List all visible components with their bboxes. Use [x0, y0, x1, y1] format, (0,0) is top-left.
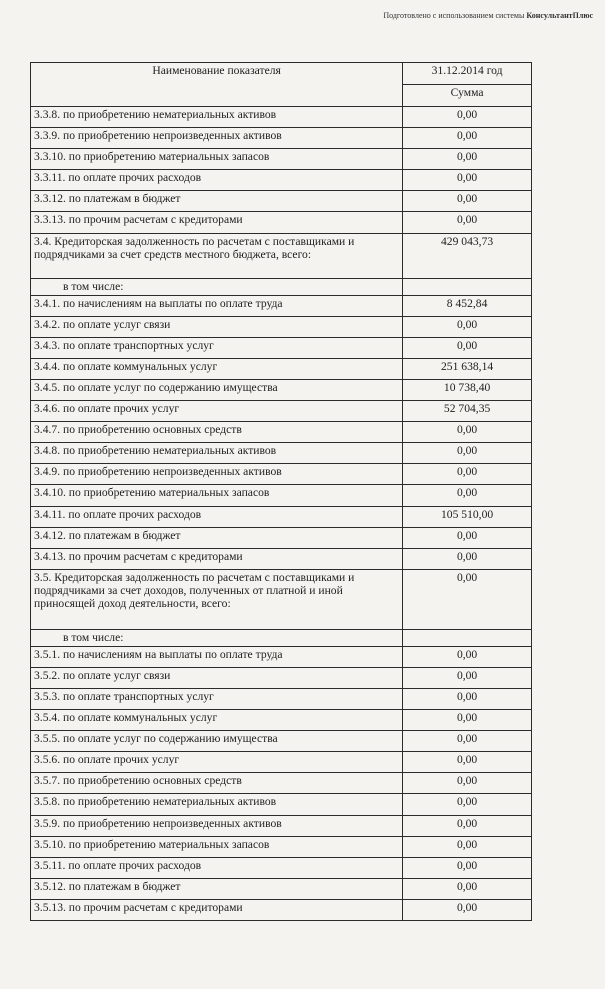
table-row — [31, 464, 532, 485]
column-header-date: 31.12.2014 год — [403, 63, 532, 85]
indicator-name: 3.4.13. по прочим расчетам с кредиторами — [31, 548, 403, 569]
table-row — [31, 688, 532, 709]
table-row — [31, 212, 532, 233]
indicator-value: 0,00 — [403, 170, 532, 191]
table-row — [31, 485, 532, 506]
column-header-name: Наименование показателя — [31, 63, 403, 107]
report-table — [30, 62, 532, 921]
table-row — [31, 295, 532, 316]
table-row — [31, 878, 532, 899]
indicator-name: 3.5.7. по приобретению основных средств — [31, 773, 403, 794]
indicator-name: 3.3.11. по оплате прочих расходов — [31, 170, 403, 191]
indicator-value: 0,00 — [403, 107, 532, 128]
indicator-value: 0,00 — [403, 548, 532, 569]
indicator-name: 3.5. Кредиторская задолженность по расчетам с поставщиками и подрядчиками за счет доходов, полученных от платной и иной приносящей доход деятельности, всего: — [31, 569, 403, 629]
indicator-value: 0,00 — [403, 128, 532, 149]
table-row — [31, 278, 532, 295]
indicator-value: 0,00 — [403, 836, 532, 857]
table-row — [31, 191, 532, 212]
table-row — [31, 857, 532, 878]
indicator-value: 0,00 — [403, 878, 532, 899]
indicator-value: 0,00 — [403, 667, 532, 688]
header-note-brand: КонсультантПлюс — [526, 11, 593, 20]
table-row — [31, 443, 532, 464]
indicator-value: 0,00 — [403, 710, 532, 731]
table-row — [31, 773, 532, 794]
table-row — [31, 731, 532, 752]
indicator-value: 0,00 — [403, 443, 532, 464]
table-header-row — [31, 63, 532, 85]
table-row — [31, 358, 532, 379]
indicator-name: 3.3.13. по прочим расчетам с кредиторами — [31, 212, 403, 233]
indicator-value: 0,00 — [403, 773, 532, 794]
indicator-value: 8 452,84 — [403, 295, 532, 316]
indicator-value: 0,00 — [403, 569, 532, 629]
table-row — [31, 316, 532, 337]
indicator-name: 3.5.10. по приобретению материальных запасов — [31, 836, 403, 857]
table-row — [31, 667, 532, 688]
indicator-name: 3.4.8. по приобретению нематериальных активов — [31, 443, 403, 464]
indicator-name: 3.3.12. по платежам в бюджет — [31, 191, 403, 212]
indicator-value: 105 510,00 — [403, 506, 532, 527]
indicator-value: 429 043,73 — [403, 233, 532, 278]
indicator-name: 3.4.3. по оплате транспортных услуг — [31, 337, 403, 358]
indicator-name: 3.3.9. по приобретению непроизведенных активов — [31, 128, 403, 149]
table-row — [31, 629, 532, 646]
column-header-sum: Сумма — [403, 85, 532, 107]
indicator-name: 3.5.5. по оплате услуг по содержанию имущества — [31, 731, 403, 752]
table-row — [31, 337, 532, 358]
table-row — [31, 527, 532, 548]
table-row — [31, 422, 532, 443]
table-row — [31, 836, 532, 857]
table-row — [31, 710, 532, 731]
indicator-value: 52 704,35 — [403, 401, 532, 422]
indicator-value: 251 638,14 — [403, 358, 532, 379]
indicator-value: 0,00 — [403, 337, 532, 358]
indicator-value: 0,00 — [403, 731, 532, 752]
indicator-name: 3.5.2. по оплате услуг связи — [31, 667, 403, 688]
table-row — [31, 379, 532, 400]
indicator-name: 3.5.11. по оплате прочих расходов — [31, 857, 403, 878]
indicator-name: 3.5.9. по приобретению непроизведенных активов — [31, 815, 403, 836]
indicator-name: 3.3.8. по приобретению нематериальных активов — [31, 107, 403, 128]
table-row — [31, 128, 532, 149]
indicator-value: 0,00 — [403, 191, 532, 212]
indicator-value: 0,00 — [403, 794, 532, 815]
indicator-name: 3.4.4. по оплате коммунальных услуг — [31, 358, 403, 379]
indicator-name: 3.4.5. по оплате услуг по содержанию имущества — [31, 379, 403, 400]
table-row — [31, 548, 532, 569]
table-row — [31, 569, 532, 629]
table-row — [31, 899, 532, 920]
indicator-name: в том числе: — [31, 629, 403, 646]
indicator-name: 3.4.9. по приобретению непроизведенных активов — [31, 464, 403, 485]
indicator-name: 3.5.8. по приобретению нематериальных активов — [31, 794, 403, 815]
header-note-prefix: Подготовлено с использованием системы — [383, 11, 525, 20]
table-row — [31, 107, 532, 128]
indicator-name: 3.4.11. по оплате прочих расходов — [31, 506, 403, 527]
table-row — [31, 646, 532, 667]
indicator-name: 3.4.2. по оплате услуг связи — [31, 316, 403, 337]
table-row — [31, 233, 532, 278]
indicator-name: 3.4.6. по оплате прочих услуг — [31, 401, 403, 422]
table-row — [31, 170, 532, 191]
indicator-value: 0,00 — [403, 212, 532, 233]
indicator-value — [403, 629, 532, 646]
indicator-value: 0,00 — [403, 527, 532, 548]
indicator-value: 0,00 — [403, 149, 532, 170]
indicator-name: 3.4.10. по приобретению материальных запасов — [31, 485, 403, 506]
indicator-name: 3.4.12. по платежам в бюджет — [31, 527, 403, 548]
indicator-value: 0,00 — [403, 815, 532, 836]
indicator-name: 3.3.10. по приобретению материальных запасов — [31, 149, 403, 170]
indicator-name: 3.5.3. по оплате транспортных услуг — [31, 688, 403, 709]
indicator-name: 3.4.1. по начислениям на выплаты по оплате труда — [31, 295, 403, 316]
indicator-name: 3.5.1. по начислениям на выплаты по оплате труда — [31, 646, 403, 667]
indicator-value: 10 738,40 — [403, 379, 532, 400]
table-row — [31, 401, 532, 422]
indicator-name: 3.4. Кредиторская задолженность по расчетам с поставщиками и подрядчиками за счет средств местного бюджета, всего: — [31, 233, 403, 278]
indicator-value: 0,00 — [403, 485, 532, 506]
table-row — [31, 149, 532, 170]
indicator-value: 0,00 — [403, 899, 532, 920]
table-row — [31, 506, 532, 527]
indicator-name: 3.4.7. по приобретению основных средств — [31, 422, 403, 443]
indicator-name: 3.5.13. по прочим расчетам с кредиторами — [31, 899, 403, 920]
indicator-value: 0,00 — [403, 752, 532, 773]
table-row — [31, 752, 532, 773]
indicator-value: 0,00 — [403, 646, 532, 667]
indicator-name: 3.5.12. по платежам в бюджет — [31, 878, 403, 899]
header-note — [383, 11, 593, 20]
table-row — [31, 815, 532, 836]
indicator-value: 0,00 — [403, 464, 532, 485]
indicator-value: 0,00 — [403, 422, 532, 443]
indicator-value: 0,00 — [403, 316, 532, 337]
indicator-value: 0,00 — [403, 688, 532, 709]
table-row — [31, 794, 532, 815]
indicator-name: 3.5.4. по оплате коммунальных услуг — [31, 710, 403, 731]
indicator-value — [403, 278, 532, 295]
indicator-value: 0,00 — [403, 857, 532, 878]
indicator-name: в том числе: — [31, 278, 403, 295]
indicator-name: 3.5.6. по оплате прочих услуг — [31, 752, 403, 773]
